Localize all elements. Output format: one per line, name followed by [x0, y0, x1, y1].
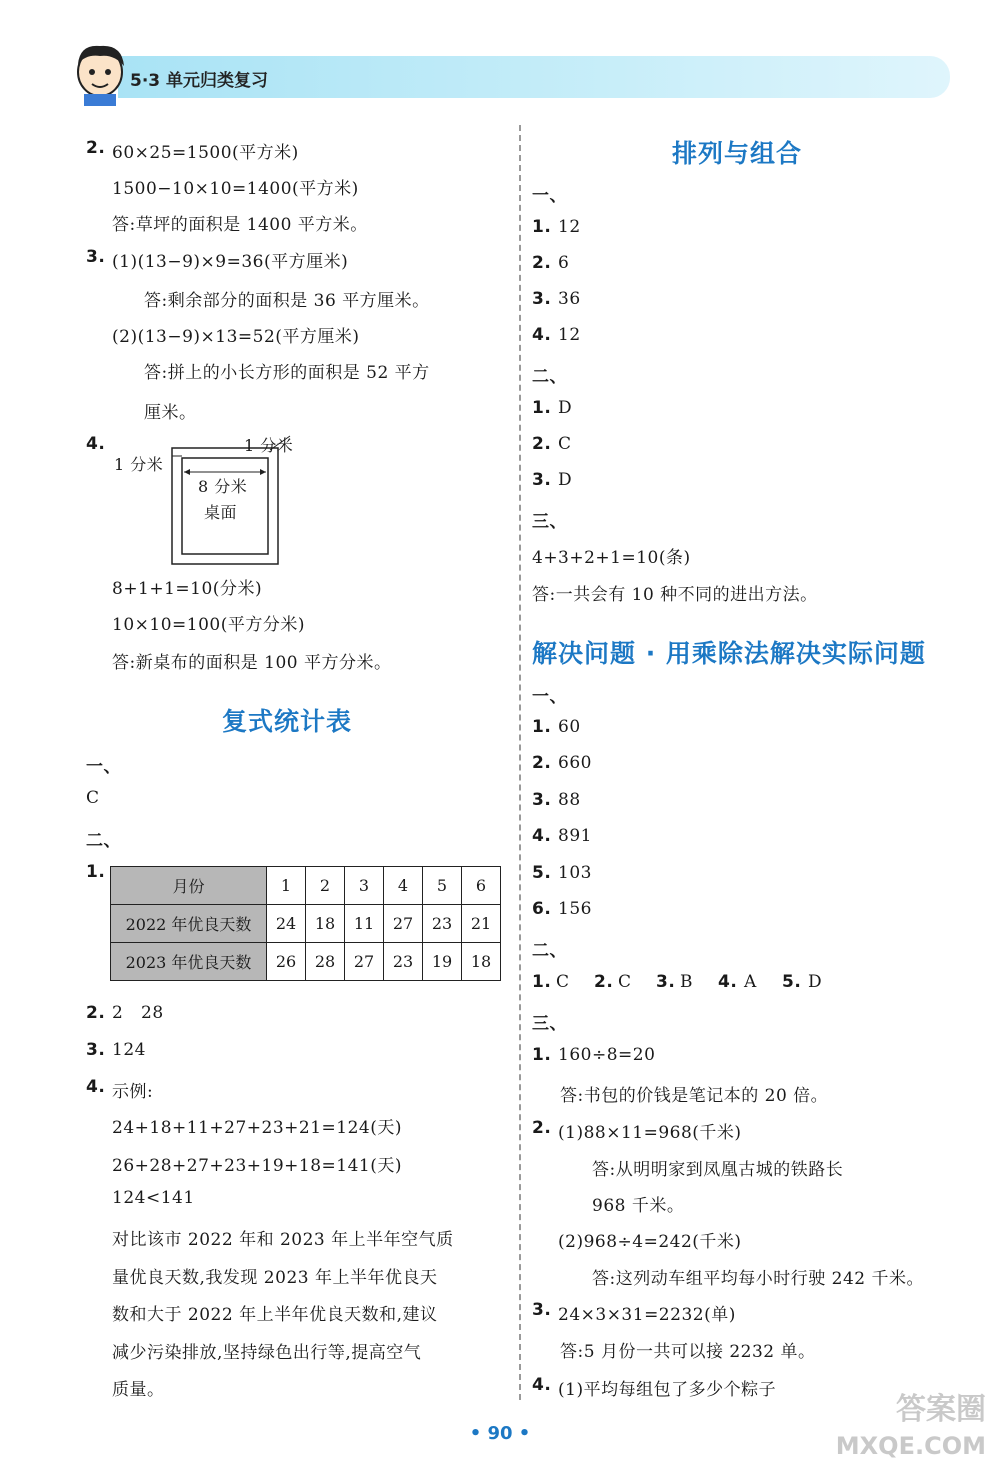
desk-label-desk: 桌面 — [204, 503, 238, 522]
r-p2-num-3: 3. — [532, 470, 552, 490]
page-number: • 90 • — [469, 1423, 531, 1444]
table-cell: 11 — [345, 905, 384, 943]
r-part3-label: 三、 — [532, 512, 567, 532]
q3-line3: (2)(13−9)×13=52(平方厘米) — [112, 327, 360, 347]
r-q2-line1: (1)88×11=968(千米) — [558, 1123, 742, 1143]
r-q4-number: 4. — [532, 1375, 552, 1395]
q4-line1: 8+1+1=10(分米) — [112, 579, 263, 599]
q4b-line2: 26+28+27+23+19+18=141(天) — [112, 1156, 402, 1176]
r-p3-line2: 答:一共会有 10 种不同的进出方法。 — [532, 585, 818, 605]
q4b-line8: 质量。 — [112, 1380, 165, 1400]
table-header-cell: 月份 — [111, 867, 267, 905]
q4-answer: 答:新桌布的面积是 100 平方分米。 — [112, 653, 392, 673]
q2b-number: 2. — [86, 1003, 106, 1023]
q4-line2: 10×10=100(平方分米) — [112, 615, 305, 635]
r-s2p2-ans-1: C — [556, 972, 570, 992]
r-s2p2-ans-2: C — [618, 972, 632, 992]
q2-number: 2. — [86, 138, 106, 158]
r-q1-number: 1. — [532, 1045, 552, 1065]
q4b-line6: 数和大于 2022 年上半年优良天数和,建议 — [112, 1305, 438, 1325]
part1-answer: C — [86, 788, 100, 808]
q4b-line5: 量优良天数,我发现 2023 年上半年优良天 — [112, 1268, 438, 1288]
table-header-cell: 2023 年优良天数 — [111, 943, 267, 981]
table-cell: 3 — [345, 867, 384, 905]
r-p3-line1: 4+3+2+1=10(条) — [532, 548, 691, 568]
r-s2p1-num-6: 6. — [532, 899, 552, 919]
table-row — [111, 867, 501, 905]
table-cell: 28 — [306, 943, 345, 981]
q4b-line0: 示例: — [112, 1082, 154, 1102]
q2-line2: 1500−10×10=1400(平方米) — [112, 179, 359, 199]
r-q1-line1: 160÷8=20 — [558, 1045, 656, 1065]
r-s2p2-num-1: 1. — [532, 972, 552, 992]
table-cell: 19 — [423, 943, 462, 981]
r-s2p1-num-1: 1. — [532, 717, 552, 737]
r-p1-num-1: 1. — [532, 217, 552, 237]
q3b-number: 3. — [86, 1040, 106, 1060]
section-title-stats-table: 复式统计表 — [222, 707, 353, 736]
r-s2p2-ans-4: A — [744, 972, 757, 992]
r-s2p2-ans-5: D — [808, 972, 823, 992]
desk-label-left: 1 分米 — [114, 455, 164, 474]
q2-line1: 60×25=1500(平方米) — [112, 143, 299, 163]
r-s2p1-num-2: 2. — [532, 753, 552, 773]
r-q2-line4: (2)968÷4=242(千米) — [558, 1232, 742, 1252]
r-p2-ans-3: D — [558, 470, 573, 490]
r-q3-number: 3. — [532, 1300, 552, 1320]
watermark-text: 答案圈 — [896, 1392, 986, 1427]
q4b-line7: 减少污染排放,坚持绿色出行等,提高空气 — [112, 1343, 422, 1363]
r-q2-line5: 答:这列动车组平均每小时行驶 242 千米。 — [592, 1269, 924, 1289]
r-p2-ans-1: D — [558, 398, 573, 418]
table-cell: 27 — [345, 943, 384, 981]
table-cell: 18 — [306, 905, 345, 943]
r-p1-num-2: 2. — [532, 253, 552, 273]
r-s2p1-ans-3: 88 — [558, 790, 581, 810]
r-p1-ans-3: 36 — [558, 289, 581, 309]
q2-answer: 答:草坪的面积是 1400 平方米。 — [112, 215, 368, 235]
r-p1-num-3: 3. — [532, 289, 552, 309]
q3b-answer: 124 — [112, 1040, 146, 1060]
r-s2p2-num-2: 2. — [594, 972, 614, 992]
table-cell: 1 — [267, 867, 306, 905]
part1-label: 一、 — [86, 757, 121, 777]
table-cell: 26 — [267, 943, 306, 981]
r-s2p1-ans-6: 156 — [558, 899, 592, 919]
table-row — [111, 905, 501, 943]
section-title-problem-solving: 解决问题 · 用乘除法解决实际问题 — [532, 639, 926, 668]
r-p1-ans-4: 12 — [558, 325, 581, 345]
r-p2-num-1: 1. — [532, 398, 552, 418]
r-s2p1-ans-4: 891 — [558, 826, 592, 846]
r-s2p1-num-4: 4. — [532, 826, 552, 846]
r-part1-label: 一、 — [532, 186, 567, 206]
table-cell: 23 — [423, 905, 462, 943]
r-s2p2-num-4: 4. — [718, 972, 738, 992]
r-s2p2-ans-3: B — [680, 972, 693, 992]
q3-line2: 答:剩余部分的面积是 36 平方厘米。 — [144, 291, 430, 311]
table-cell: 24 — [267, 905, 306, 943]
r-q1-answer: 答:书包的价钱是笔记本的 20 倍。 — [560, 1086, 829, 1106]
r-s2p2-num-3: 3. — [656, 972, 676, 992]
r-p1-num-4: 4. — [532, 325, 552, 345]
r-q2-line2: 答:从明明家到凤凰古城的铁路长 — [592, 1160, 844, 1180]
q3-line4: 答:拼上的小长方形的面积是 52 平方 — [144, 363, 430, 383]
r-part2-label: 二、 — [532, 367, 567, 387]
part2-label: 二、 — [86, 831, 121, 851]
table-cell: 6 — [462, 867, 501, 905]
table-cell: 21 — [462, 905, 501, 943]
watermark-url: MXQE.COM — [835, 1432, 986, 1460]
r-s2p1-ans-1: 60 — [558, 717, 581, 737]
desk-label-top: 1 分米 — [244, 436, 294, 455]
r-q2-number: 2. — [532, 1118, 552, 1138]
q3-line1: (1)(13−9)×9=36(平方厘米) — [112, 252, 349, 272]
r-p2-num-2: 2. — [532, 434, 552, 454]
table-cell: 23 — [384, 943, 423, 981]
q4b-line3: 124<141 — [112, 1188, 195, 1208]
stats-table — [110, 866, 501, 981]
r-s2p1-num-5: 5. — [532, 863, 552, 883]
q4-number: 4. — [86, 434, 106, 454]
r-p2-ans-2: C — [558, 434, 572, 454]
table-question-number: 1. — [86, 862, 106, 882]
q4b-number: 4. — [86, 1077, 106, 1097]
r-q3-line1: 24×3×31=2232(单) — [558, 1305, 736, 1325]
table-row — [111, 943, 501, 981]
section-title-permutations: 排列与组合 — [672, 139, 803, 168]
q4b-line1: 24+18+11+27+23+21=124(天) — [112, 1118, 402, 1138]
desk-label-inner: 8 分米 — [198, 477, 248, 496]
r-s2p1-ans-5: 103 — [558, 863, 592, 883]
header-title: 5·3 单元归类复习 — [130, 71, 269, 91]
r-p1-ans-1: 12 — [558, 217, 581, 237]
table-cell: 5 — [423, 867, 462, 905]
r-s2-part3-label: 三、 — [532, 1014, 567, 1034]
r-s2p1-num-3: 3. — [532, 790, 552, 810]
q3-number: 3. — [86, 247, 106, 267]
r-p1-ans-2: 6 — [558, 253, 570, 273]
r-q3-answer: 答:5 月份一共可以接 2232 单。 — [560, 1342, 816, 1362]
r-q2-line3: 968 千米。 — [592, 1196, 685, 1216]
mascot-icon — [70, 42, 130, 106]
r-s2p2-num-5: 5. — [782, 972, 802, 992]
table-cell: 27 — [384, 905, 423, 943]
q2b-answer: 2 28 — [112, 1003, 164, 1023]
column-divider — [519, 125, 521, 1400]
r-s2-part1-label: 一、 — [532, 687, 567, 707]
r-s2-part2-label: 二、 — [532, 941, 567, 961]
table-cell: 4 — [384, 867, 423, 905]
table-cell: 2 — [306, 867, 345, 905]
watermark — [836, 1392, 986, 1464]
table-cell: 18 — [462, 943, 501, 981]
q4b-line4: 对比该市 2022 年和 2023 年上半年空气质 — [112, 1230, 454, 1250]
q3-line5: 厘米。 — [144, 403, 197, 423]
table-header-cell: 2022 年优良天数 — [111, 905, 267, 943]
r-s2p1-ans-2: 660 — [558, 753, 592, 773]
r-q4-line1: (1)平均每组包了多少个粽子 — [558, 1380, 777, 1400]
